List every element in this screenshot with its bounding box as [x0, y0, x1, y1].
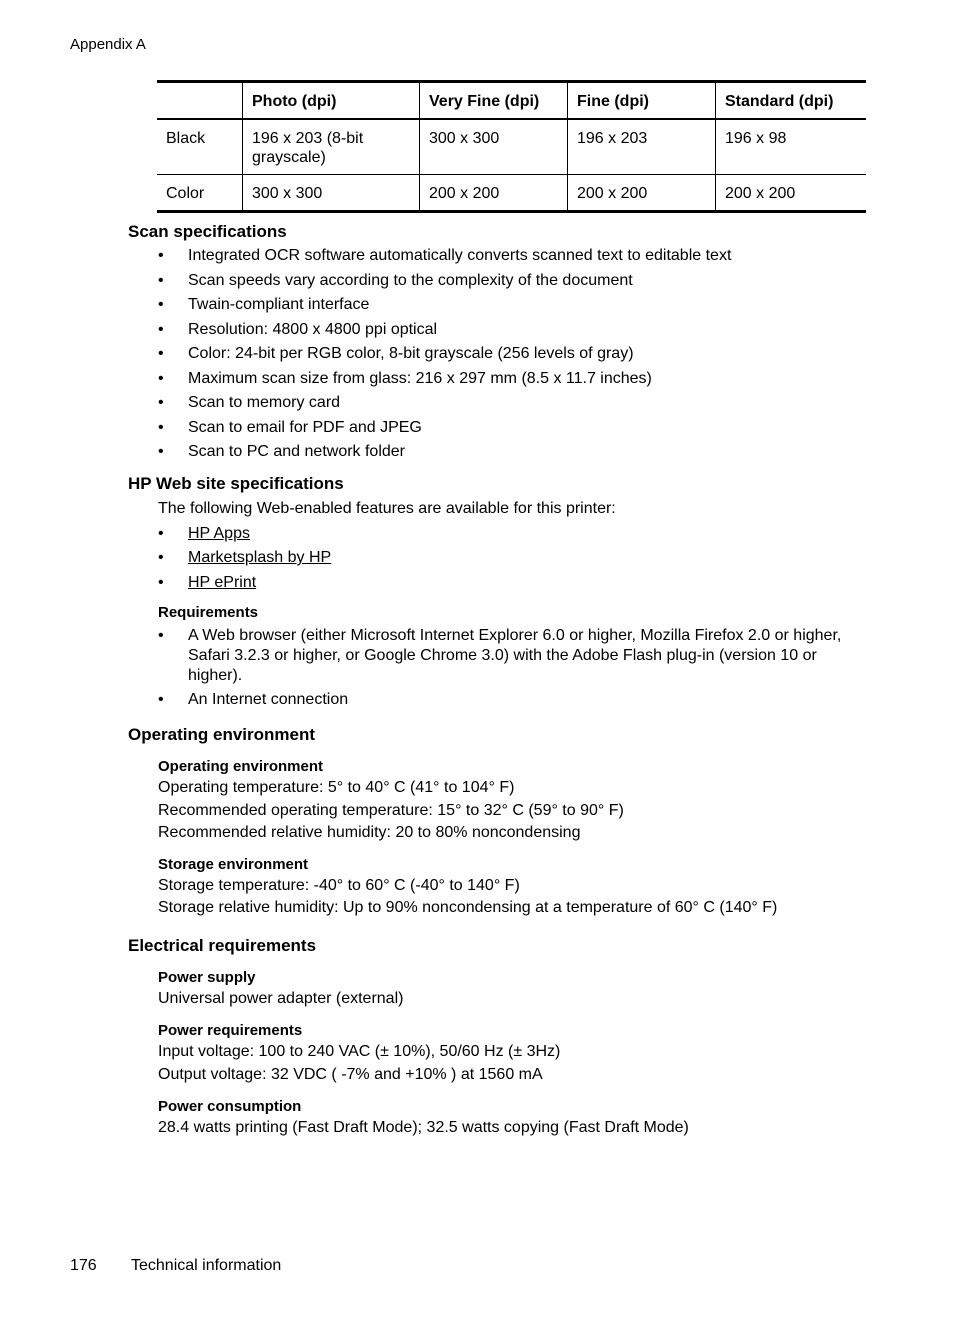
power-line: Input voltage: 100 to 240 VAC (± 10%), 50/60 Hz (± 3Hz) [158, 1043, 561, 1060]
power-line: Output voltage: 32 VDC ( -7% and +10% ) at 1560 mA [158, 1065, 543, 1083]
table-row [157, 175, 866, 212]
list-item [158, 548, 868, 568]
page-number: 176 [70, 1257, 97, 1274]
marketsplash-link[interactable]: Marketsplash by HP [188, 549, 332, 566]
list-item: • An Internet connection [158, 690, 868, 710]
section-title-environment: Operating environment [128, 725, 316, 744]
list-item: • Scan to memory card [158, 393, 868, 413]
running-head: Appendix A [70, 36, 146, 53]
list-item [158, 524, 868, 544]
fax-resolution-table [157, 80, 866, 213]
list-item: • Maximum scan size from glass: 216 x 297 mm (8.5 x 11.7 inches) [158, 369, 868, 389]
env-line: Storage relative humidity: Up to 90% noncondensing at a temperature of 60° C (140° F) [158, 899, 778, 916]
list-item: • Scan speeds vary according to the complexity of the document [158, 271, 868, 291]
page-footer [70, 1257, 281, 1275]
scan-spec-list [128, 246, 868, 462]
list-item: • A Web browser (either Microsoft Internet Explorer 6.0 or higher, Mozilla Firefox 2.0 or higher, Safari 3.2.3 or higher, or Google Chrome 3.0) with the Adobe Flash plug-in (version 10 or higher). [158, 626, 868, 686]
list-item: • Color: 24-bit per RGB color, 8-bit grayscale (256 levels of gray) [158, 344, 868, 364]
column-header: Very Fine (dpi) [420, 82, 568, 120]
column-header: Standard (dpi) [716, 82, 867, 120]
power-line: Universal power adapter (external) [158, 989, 404, 1007]
web-feature-list [128, 524, 868, 593]
table-cell: 196 x 203 [568, 119, 716, 175]
subsection-title-operating: Operating environment [158, 758, 324, 775]
subsection-title-storage: Storage environment [158, 855, 309, 873]
table-cell: Black [166, 130, 206, 147]
main-content [128, 220, 868, 1140]
table-cell: 200 x 200 [716, 175, 867, 212]
subsection-title-power-supply: Power supply [158, 968, 256, 986]
footer-section: Technical information [131, 1257, 282, 1274]
table-cell: 300 x 300 [420, 119, 568, 175]
power-line: 28.4 watts printing (Fast Draft Mode); 32.5 watts copying (Fast Draft Mode) [158, 1119, 689, 1136]
list-item: • Twain-compliant interface [158, 295, 868, 315]
column-header: Fine (dpi) [568, 82, 716, 120]
env-line: Operating temperature: 5° to 40° C (41° to 104° F) [158, 779, 515, 796]
list-item: • Integrated OCR software automatically converts scanned text to editable text [158, 246, 868, 266]
column-header [157, 82, 243, 120]
section-title-electrical: Electrical requirements [128, 935, 317, 955]
subsection-title-requirements: Requirements [158, 603, 259, 621]
web-intro: The following Web-enabled features are available for this printer: [158, 500, 616, 517]
web-requirements-list [128, 626, 868, 711]
subsection-title-power-requirements: Power requirements [158, 1022, 303, 1039]
env-line: Storage temperature: -40° to 60° C (-40° to 140° F) [158, 876, 520, 894]
list-item: • Scan to email for PDF and JPEG [158, 418, 868, 438]
column-header: Photo (dpi) [243, 82, 420, 120]
list-item [158, 573, 868, 593]
section-title-web: HP Web site specifications [128, 474, 344, 493]
env-line: Recommended operating temperature: 15° to 32° C (59° to 90° F) [158, 801, 624, 819]
list-item: • Scan to PC and network folder [158, 442, 868, 462]
table-cell: 300 x 300 [243, 175, 420, 212]
env-line: Recommended relative humidity: 20 to 80% noncondensing [158, 824, 581, 841]
section-title-scan: Scan specifications [128, 222, 287, 241]
hp-apps-link[interactable]: HP Apps [188, 524, 250, 542]
table-header-row [157, 82, 866, 120]
table-row [157, 119, 866, 175]
table-cell: 200 x 200 [568, 175, 716, 212]
table-cell: 200 x 200 [420, 175, 568, 212]
table-cell: 196 x 203 (8-bit grayscale) [243, 119, 420, 175]
table-cell: 196 x 98 [716, 119, 867, 175]
subsection-title-power-consumption: Power consumption [158, 1098, 302, 1115]
hp-eprint-link[interactable]: HP ePrint [188, 573, 257, 591]
table-cell: Color [166, 185, 205, 202]
list-item: • Resolution: 4800 x 4800 ppi optical [158, 320, 868, 340]
